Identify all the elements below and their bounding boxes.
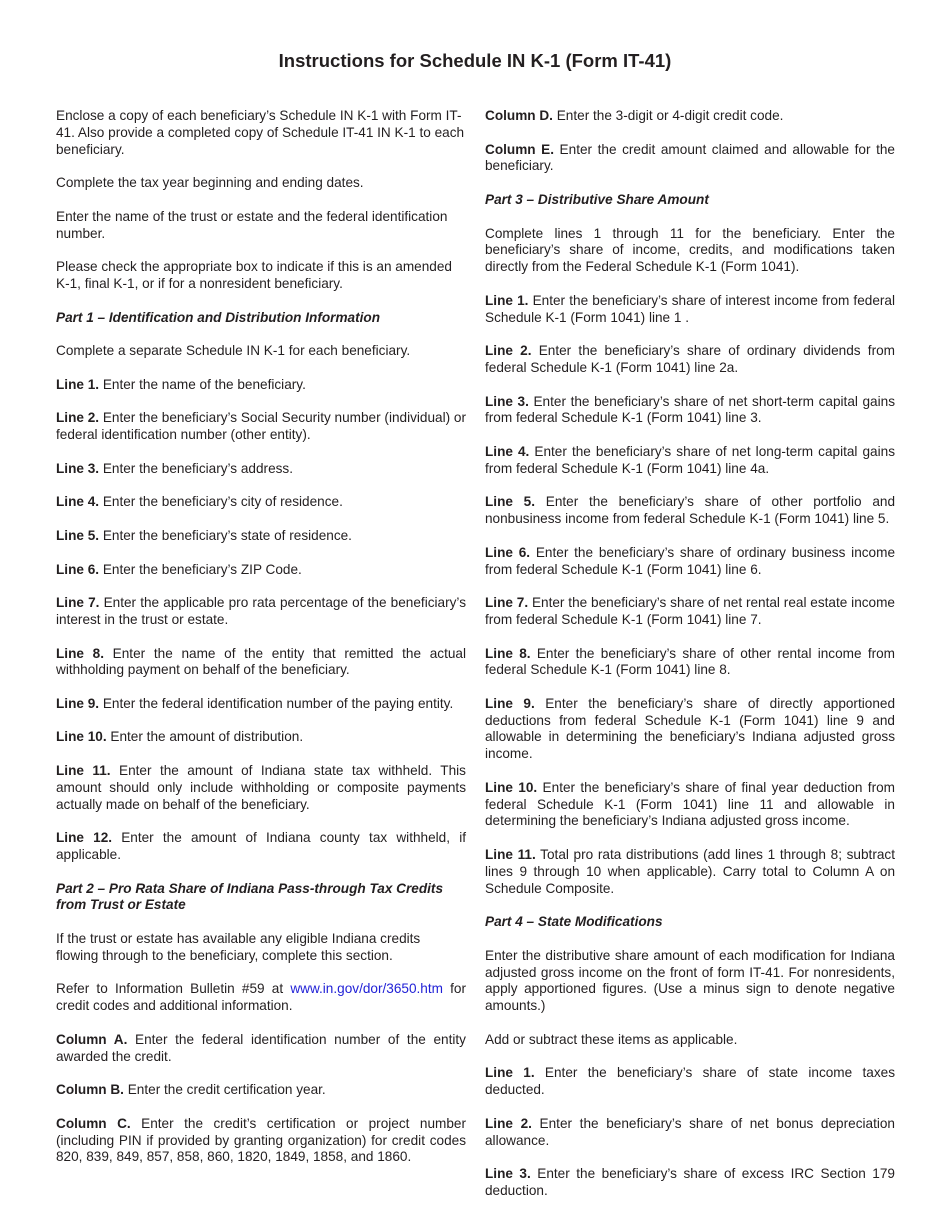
part2-column-e — [485, 142, 895, 176]
refer-text: Refer to Information Bulletin #59 at — [56, 981, 291, 997]
part4-line-2 — [485, 1116, 895, 1150]
part4-add-subtract: Add or subtract these items as applicable. — [485, 1031, 738, 1047]
part1-line-10 — [56, 729, 466, 746]
line-label: Line 3. — [485, 1166, 531, 1182]
line-text: Enter the beneficiary’s share of interest income from federal Schedule K-1 (Form 1041) line 1 . — [485, 292, 895, 325]
line-label: Line 8. — [56, 645, 104, 661]
line-text: Enter the beneficiary’s city of residence. — [99, 494, 343, 510]
line-label: Line 9. — [56, 695, 100, 711]
part1-line-1 — [56, 377, 466, 394]
line-label: Line 7. — [485, 595, 529, 611]
part1-line-9 — [56, 696, 466, 713]
line-text: Enter the beneficiary’s share of ordinary business income from federal Schedule K-1 (Form 1041) line 6. — [485, 544, 895, 577]
part2-column-b — [56, 1082, 466, 1099]
line-text: Enter the beneficiary’s share of net long-term capital gains from federal Schedule K-1 (Form 1041) line 4a. — [485, 443, 895, 476]
part1-line-3 — [56, 461, 466, 478]
line-label: Line 3. — [56, 460, 100, 476]
part3-line-5 — [485, 494, 895, 528]
line-label: Line 7. — [56, 595, 100, 611]
line-label: Line 6. — [56, 561, 100, 577]
column-text: Enter the federal identification number of the entity awarded the credit. — [56, 1031, 466, 1064]
line-label: Line 2. — [485, 1115, 532, 1131]
part3-line-2 — [485, 343, 895, 377]
right-column — [485, 108, 895, 1217]
column-label: Column E. — [485, 141, 554, 157]
line-text: Enter the amount of Indiana county tax withheld, if applicable. — [56, 830, 466, 863]
page-title: Instructions for Schedule IN K-1 (Form IT-41) — [278, 50, 672, 71]
line-label: Line 11. — [485, 847, 536, 863]
part1-line-11 — [56, 763, 466, 813]
intro-paragraph: Enclose a copy of each beneficiary’s Schedule IN K-1 with Form IT-41. Also provide a completed copy of Schedule IT-41 IN K-1 to each beneficiary. — [56, 108, 465, 157]
bulletin-link[interactable]: www.in.gov/dor/3650.htm — [290, 981, 443, 997]
column-label: Column D. — [485, 108, 553, 123]
column-text: Enter the credit’s certification or project number (including PIN if provided by granting organization) for credit codes 820, 839, 849, 857, 858, 860, 1820, 1849, 1858, and 1860. — [56, 1115, 466, 1165]
line-label: Line 12. — [56, 830, 113, 846]
line-text: Enter the applicable pro rata percentage of the beneficiary’s interest in the trust or estate. — [56, 595, 466, 627]
line-text: Enter the beneficiary’s ZIP Code. — [99, 561, 302, 577]
part3-intro: Complete lines 1 through 11 for the beneficiary. Enter the beneficiary’s share of income, credits, and modifications taken directly from the Federal Schedule K-1 (Form 1041). — [485, 225, 895, 275]
part2-heading: Part 2 – Pro Rata Share of Indiana Pass-through Tax Credits from Trust or Estate — [56, 880, 444, 913]
line-text: Enter the name of the entity that remitted the actual withholding payment on behalf of the beneficiary. — [56, 645, 466, 678]
part1-line-2 — [56, 410, 466, 444]
part3-line-9 — [485, 696, 895, 763]
line-label: Line 2. — [485, 343, 532, 359]
column-text: Enter the 3-digit or 4-digit credit code. — [552, 108, 784, 123]
line-text: Enter the beneficiary’s share of directly apportioned deductions from federal Schedule K-1 (Form 1041) line 9 and allowable in determining the beneficiary’s Indiana adjusted gross income. — [485, 695, 895, 762]
line-label: Line 3. — [485, 393, 529, 409]
line-label: Line 11. — [56, 763, 111, 779]
left-column — [56, 108, 466, 1183]
part1-line-8 — [56, 646, 466, 680]
part2-column-c — [56, 1116, 466, 1166]
line-text: Enter the beneficiary’s share of net bonus depreciation allowance. — [485, 1115, 895, 1148]
line-text: Enter the beneficiary’s share of ordinary dividends from federal Schedule K-1 (Form 1041) line 2a. — [485, 343, 895, 375]
line-text: Enter the beneficiary’s share of net short-term capital gains from federal Schedule K-1 (Form 1041) line 3. — [485, 393, 895, 426]
line-label: Line 9. — [485, 695, 535, 711]
part4-heading: Part 4 – State Modifications — [485, 914, 663, 930]
part2-intro: If the trust or estate has available any eligible Indiana credits flowing through to the beneficiary, complete this section. — [56, 931, 421, 963]
line-text: Enter the beneficiary’s share of net rental real estate income from federal Schedule K-1 (Form 1041) line 7. — [485, 595, 895, 627]
part1-line-6 — [56, 562, 466, 579]
part2-column-d — [485, 108, 895, 125]
line-label: Line 10. — [485, 779, 538, 795]
tax-year-paragraph: Complete the tax year beginning and ending dates. — [56, 175, 364, 191]
part4-line-3 — [485, 1166, 895, 1200]
line-text: Enter the beneficiary’s state of residence. — [99, 527, 352, 543]
line-text: Enter the beneficiary’s Social Security number (individual) or federal identification number (other entity). — [56, 410, 467, 443]
line-text: Enter the federal identification number of the paying entity. — [99, 695, 454, 711]
line-text: Enter the beneficiary’s share of other rental income from federal Schedule K-1 (Form 1041) line 8. — [485, 645, 896, 678]
part3-line-11 — [485, 847, 895, 897]
column-label: Column A. — [56, 1031, 128, 1047]
line-text: Enter the amount of Indiana state tax withheld. This amount should only include withholding or composite payments actually made on behalf of the beneficiary. — [56, 763, 466, 812]
part4-line-1 — [485, 1065, 895, 1099]
line-text: Total pro rata distributions (add lines 1 through 8; subtract lines 9 through 10 when applicable). Carry total to Column A on Schedule Composite. — [485, 847, 895, 896]
part3-line-4 — [485, 444, 895, 478]
part3-heading: Part 3 – Distributive Share Amount — [485, 191, 709, 207]
column-label: Column B. — [56, 1082, 124, 1098]
line-label: Line 5. — [56, 527, 100, 543]
line-label: Line 10. — [56, 729, 107, 745]
line-text: Enter the beneficiary’s share of other portfolio and nonbusiness income from federal Schedule K-1 (Form 1041) line 5. — [485, 494, 896, 527]
line-label: Line 4. — [485, 443, 530, 459]
part4-intro: Enter the distributive share amount of each modification for Indiana adjusted gross income on the front of form IT-41. For nonresidents, apply apportioned figures. (Use a minus sign to denote negative amounts.) — [485, 947, 895, 1014]
part1-intro: Complete a separate Schedule IN K-1 for each beneficiary. — [56, 343, 411, 359]
part1-line-5 — [56, 528, 466, 545]
line-text: Enter the amount of distribution. — [106, 729, 304, 745]
refer-paragraph — [56, 981, 466, 1015]
part3-line-8 — [485, 646, 895, 680]
part3-line-6 — [485, 545, 895, 579]
checkbox-paragraph: Please check the appropriate box to indicate if this is an amended K-1, final K-1, or if for a nonresident beneficiary. — [56, 259, 452, 291]
line-text: Enter the beneficiary’s address. — [99, 460, 294, 476]
part3-line-1 — [485, 293, 895, 327]
part1-line-4 — [56, 494, 466, 511]
line-label: Line 4. — [56, 494, 100, 510]
part1-line-12 — [56, 830, 466, 864]
part1-heading: Part 1 – Identification and Distribution Information — [56, 309, 380, 325]
line-label: Line 1. — [485, 292, 529, 308]
line-label: Line 5. — [485, 494, 536, 510]
part2-column-a — [56, 1032, 466, 1066]
part3-line-3 — [485, 394, 895, 428]
refer-text-end: for credit codes and additional information. — [56, 981, 467, 1014]
line-label: Line 8. — [485, 645, 531, 661]
part3-line-10 — [485, 780, 895, 830]
line-label: Line 1. — [56, 376, 100, 392]
line-label: Line 1. — [485, 1065, 535, 1081]
column-text: Enter the credit certification year. — [123, 1082, 326, 1098]
column-label: Column C. — [56, 1115, 131, 1131]
line-text: Enter the beneficiary’s share of final year deduction from federal Schedule K-1 (Form 1041) line 11 and allowable in determining the beneficiary’s Indiana adjusted gross income. — [485, 779, 895, 829]
line-text: Enter the beneficiary’s share of excess IRC Section 179 deduction. — [485, 1166, 895, 1198]
part1-line-7 — [56, 595, 466, 629]
column-text: Enter the credit amount claimed and allowable for the beneficiary. — [485, 141, 895, 174]
line-text: Enter the name of the beneficiary. — [99, 376, 306, 392]
line-label: Line 6. — [485, 544, 531, 560]
line-text: Enter the beneficiary’s share of state income taxes deducted. — [485, 1065, 895, 1098]
part3-line-7 — [485, 595, 895, 629]
line-label: Line 2. — [56, 410, 100, 426]
trust-name-paragraph: Enter the name of the trust or estate and the federal identification number. — [56, 208, 448, 241]
